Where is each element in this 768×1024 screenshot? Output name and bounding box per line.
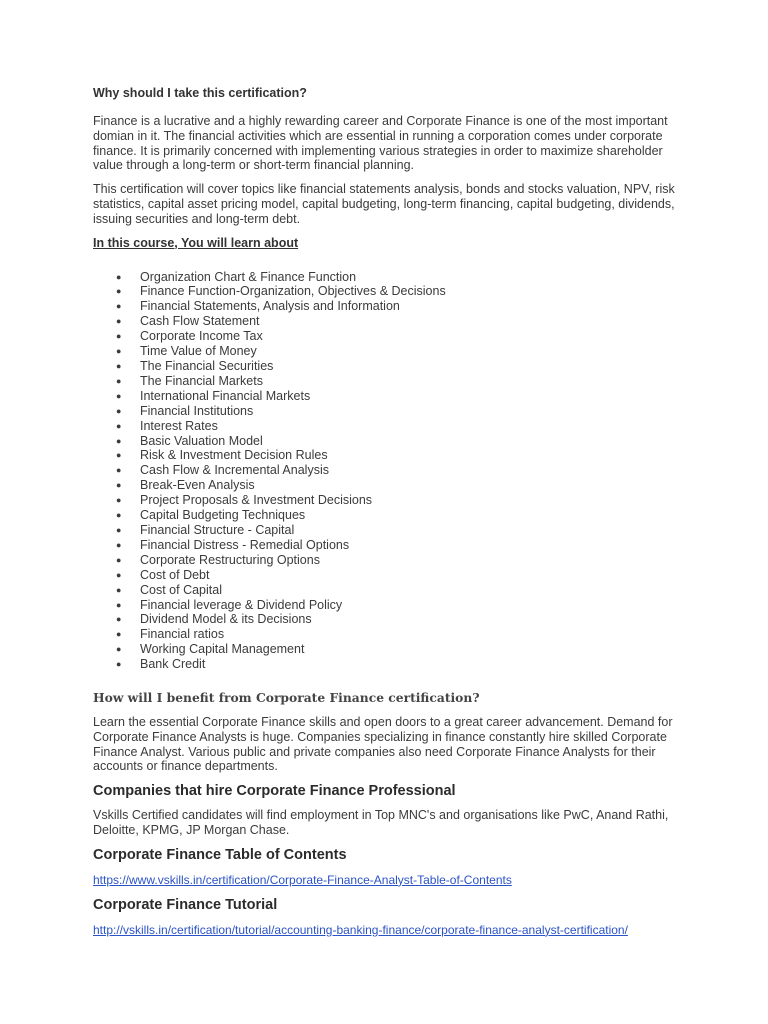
- topic-label: Cost of Capital: [140, 582, 222, 597]
- benefit-heading: How will I benefit from Corporate Finance certification?: [93, 690, 480, 706]
- bullet-icon: ●: [116, 390, 122, 401]
- topic-item: [93, 270, 683, 285]
- topic-item: [93, 299, 683, 314]
- bullet-icon: ●: [116, 465, 122, 476]
- document-page: [93, 86, 683, 937]
- bullet-icon: ●: [116, 346, 122, 357]
- topic-label: Break-Even Analysis: [140, 478, 255, 493]
- topic-item: [93, 419, 683, 434]
- bullet-icon: ●: [116, 435, 122, 446]
- bullet-icon: ●: [116, 480, 122, 491]
- topics-paragraph: This certification will cover topics like financial statements analysis, bonds and stocks valuation, NPV, risk statistics, capital asset pricing model, capital budgeting, long-term financing, capital budgeting, dividends, issuing securities and long-term debt.: [93, 182, 675, 226]
- topic-label: Interest Rates: [140, 418, 218, 433]
- topic-label: Financial Institutions: [140, 403, 254, 418]
- topic-item: [93, 463, 683, 478]
- topic-item: [93, 404, 683, 419]
- topic-label: Financial Statements, Analysis and Information: [140, 299, 400, 314]
- topic-item: [93, 508, 683, 523]
- bullet-icon: ●: [116, 375, 122, 386]
- topic-label: Basic Valuation Model: [140, 433, 263, 448]
- topic-label: Corporate Restructuring Options: [140, 552, 320, 567]
- bullet-icon: ●: [116, 659, 122, 670]
- bullet-icon: ●: [116, 301, 122, 312]
- companies-heading: Companies that hire Corporate Finance Professional: [93, 783, 456, 800]
- topic-item: [93, 598, 683, 613]
- bullet-icon: ●: [116, 450, 122, 461]
- topic-label: Corporate Income Tax: [140, 329, 263, 344]
- topic-label: Working Capital Management: [140, 642, 305, 657]
- topic-item: [93, 284, 683, 299]
- topic-item: [93, 538, 683, 553]
- topic-item: [93, 359, 683, 374]
- topic-label: Financial Structure - Capital: [140, 522, 295, 537]
- tutorial-link[interactable]: http://vskills.in/certification/tutorial/accounting-banking-finance/corporate-finance-analyst-certification/: [93, 922, 628, 937]
- learn-heading: In this course, You will learn about: [93, 235, 299, 250]
- bullet-icon: ●: [116, 644, 122, 655]
- bullet-icon: ●: [116, 629, 122, 640]
- topic-label: Cash Flow & Incremental Analysis: [140, 463, 329, 478]
- bullet-icon: ●: [116, 614, 122, 625]
- bullet-icon: ●: [116, 331, 122, 342]
- topic-label: Financial leverage & Dividend Policy: [140, 597, 343, 612]
- topic-label: The Financial Securities: [140, 359, 274, 374]
- topic-item: [93, 448, 683, 463]
- bullet-icon: ●: [116, 271, 122, 282]
- topic-label: Financial Distress - Remedial Options: [140, 537, 350, 552]
- topic-label: Finance Function-Organization, Objectives & Decisions: [140, 284, 446, 299]
- topic-label: Risk & Investment Decision Rules: [140, 448, 328, 463]
- topic-label: Capital Budgeting Techniques: [140, 508, 306, 523]
- topic-label: The Financial Markets: [140, 373, 263, 388]
- topic-label: Dividend Model & its Decisions: [140, 612, 312, 627]
- topic-item: [93, 642, 683, 657]
- bullet-icon: ●: [116, 524, 122, 535]
- bullet-icon: ●: [116, 554, 122, 565]
- topic-item: [93, 568, 683, 583]
- companies-paragraph: Vskills Certified candidates will find employment in Top MNC's and organisations like PwC, Anand Rathi, Deloitte, KPMG, JP Morgan Chase.: [93, 808, 669, 838]
- topic-label: Organization Chart & Finance Function: [140, 269, 357, 284]
- topic-item: [93, 329, 683, 344]
- topic-item: [93, 612, 683, 627]
- toc-link[interactable]: https://www.vskills.in/certification/Corporate-Finance-Analyst-Table-of-Contents: [93, 872, 512, 887]
- bullet-icon: ●: [116, 584, 122, 595]
- topic-label: International Financial Markets: [140, 388, 311, 403]
- topic-item: [93, 493, 683, 508]
- benefit-paragraph: Learn the essential Corporate Finance skills and open doors to a great career advancement. Demand for Corporate Finance Analysts is huge. Companies specializing in finance constantly hire skilled Corporate Finance Analyst. Various public and private companies also need Corporate Finance Analysts for their accounts or finance departments.: [93, 715, 673, 774]
- bullet-icon: ●: [116, 361, 122, 372]
- bullet-icon: ●: [116, 495, 122, 506]
- why-heading: Why should I take this certification?: [93, 86, 307, 100]
- topic-label: Financial ratios: [140, 627, 225, 642]
- topic-item: [93, 553, 683, 568]
- topic-label: Project Proposals & Investment Decisions: [140, 493, 373, 508]
- bullet-icon: ●: [116, 569, 122, 580]
- topic-item: [93, 434, 683, 449]
- tutorial-heading: Corporate Finance Tutorial: [93, 896, 278, 913]
- topic-item: [93, 657, 683, 672]
- topic-item: [93, 374, 683, 389]
- topic-item: [93, 627, 683, 642]
- topic-label: Cost of Debt: [140, 567, 210, 582]
- topic-item: [93, 314, 683, 329]
- toc-heading: Corporate Finance Table of Contents: [93, 846, 347, 863]
- bullet-icon: ●: [116, 405, 122, 416]
- bullet-icon: ●: [116, 539, 122, 550]
- topic-list: [93, 270, 683, 672]
- topic-label: Cash Flow Statement: [140, 314, 260, 329]
- bullet-icon: ●: [116, 420, 122, 431]
- bullet-icon: ●: [116, 510, 122, 521]
- bullet-icon: ●: [116, 599, 122, 610]
- bullet-icon: ●: [116, 316, 122, 327]
- topic-label: Bank Credit: [140, 657, 206, 672]
- intro-paragraph: Finance is a lucrative and a highly rewarding career and Corporate Finance is one of the most important domian in it. The financial activities which are essential in running a corporation comes under corporate finance. It is primarily concerned with implementing various strategies in order to maximize shareholder value through a long-term or short-term financial planning.: [93, 114, 668, 173]
- topic-label: Time Value of Money: [140, 344, 257, 359]
- topic-item: [93, 478, 683, 493]
- bullet-icon: ●: [116, 286, 122, 297]
- topic-item: [93, 389, 683, 404]
- topic-item: [93, 583, 683, 598]
- topic-item: [93, 523, 683, 538]
- topic-item: [93, 344, 683, 359]
